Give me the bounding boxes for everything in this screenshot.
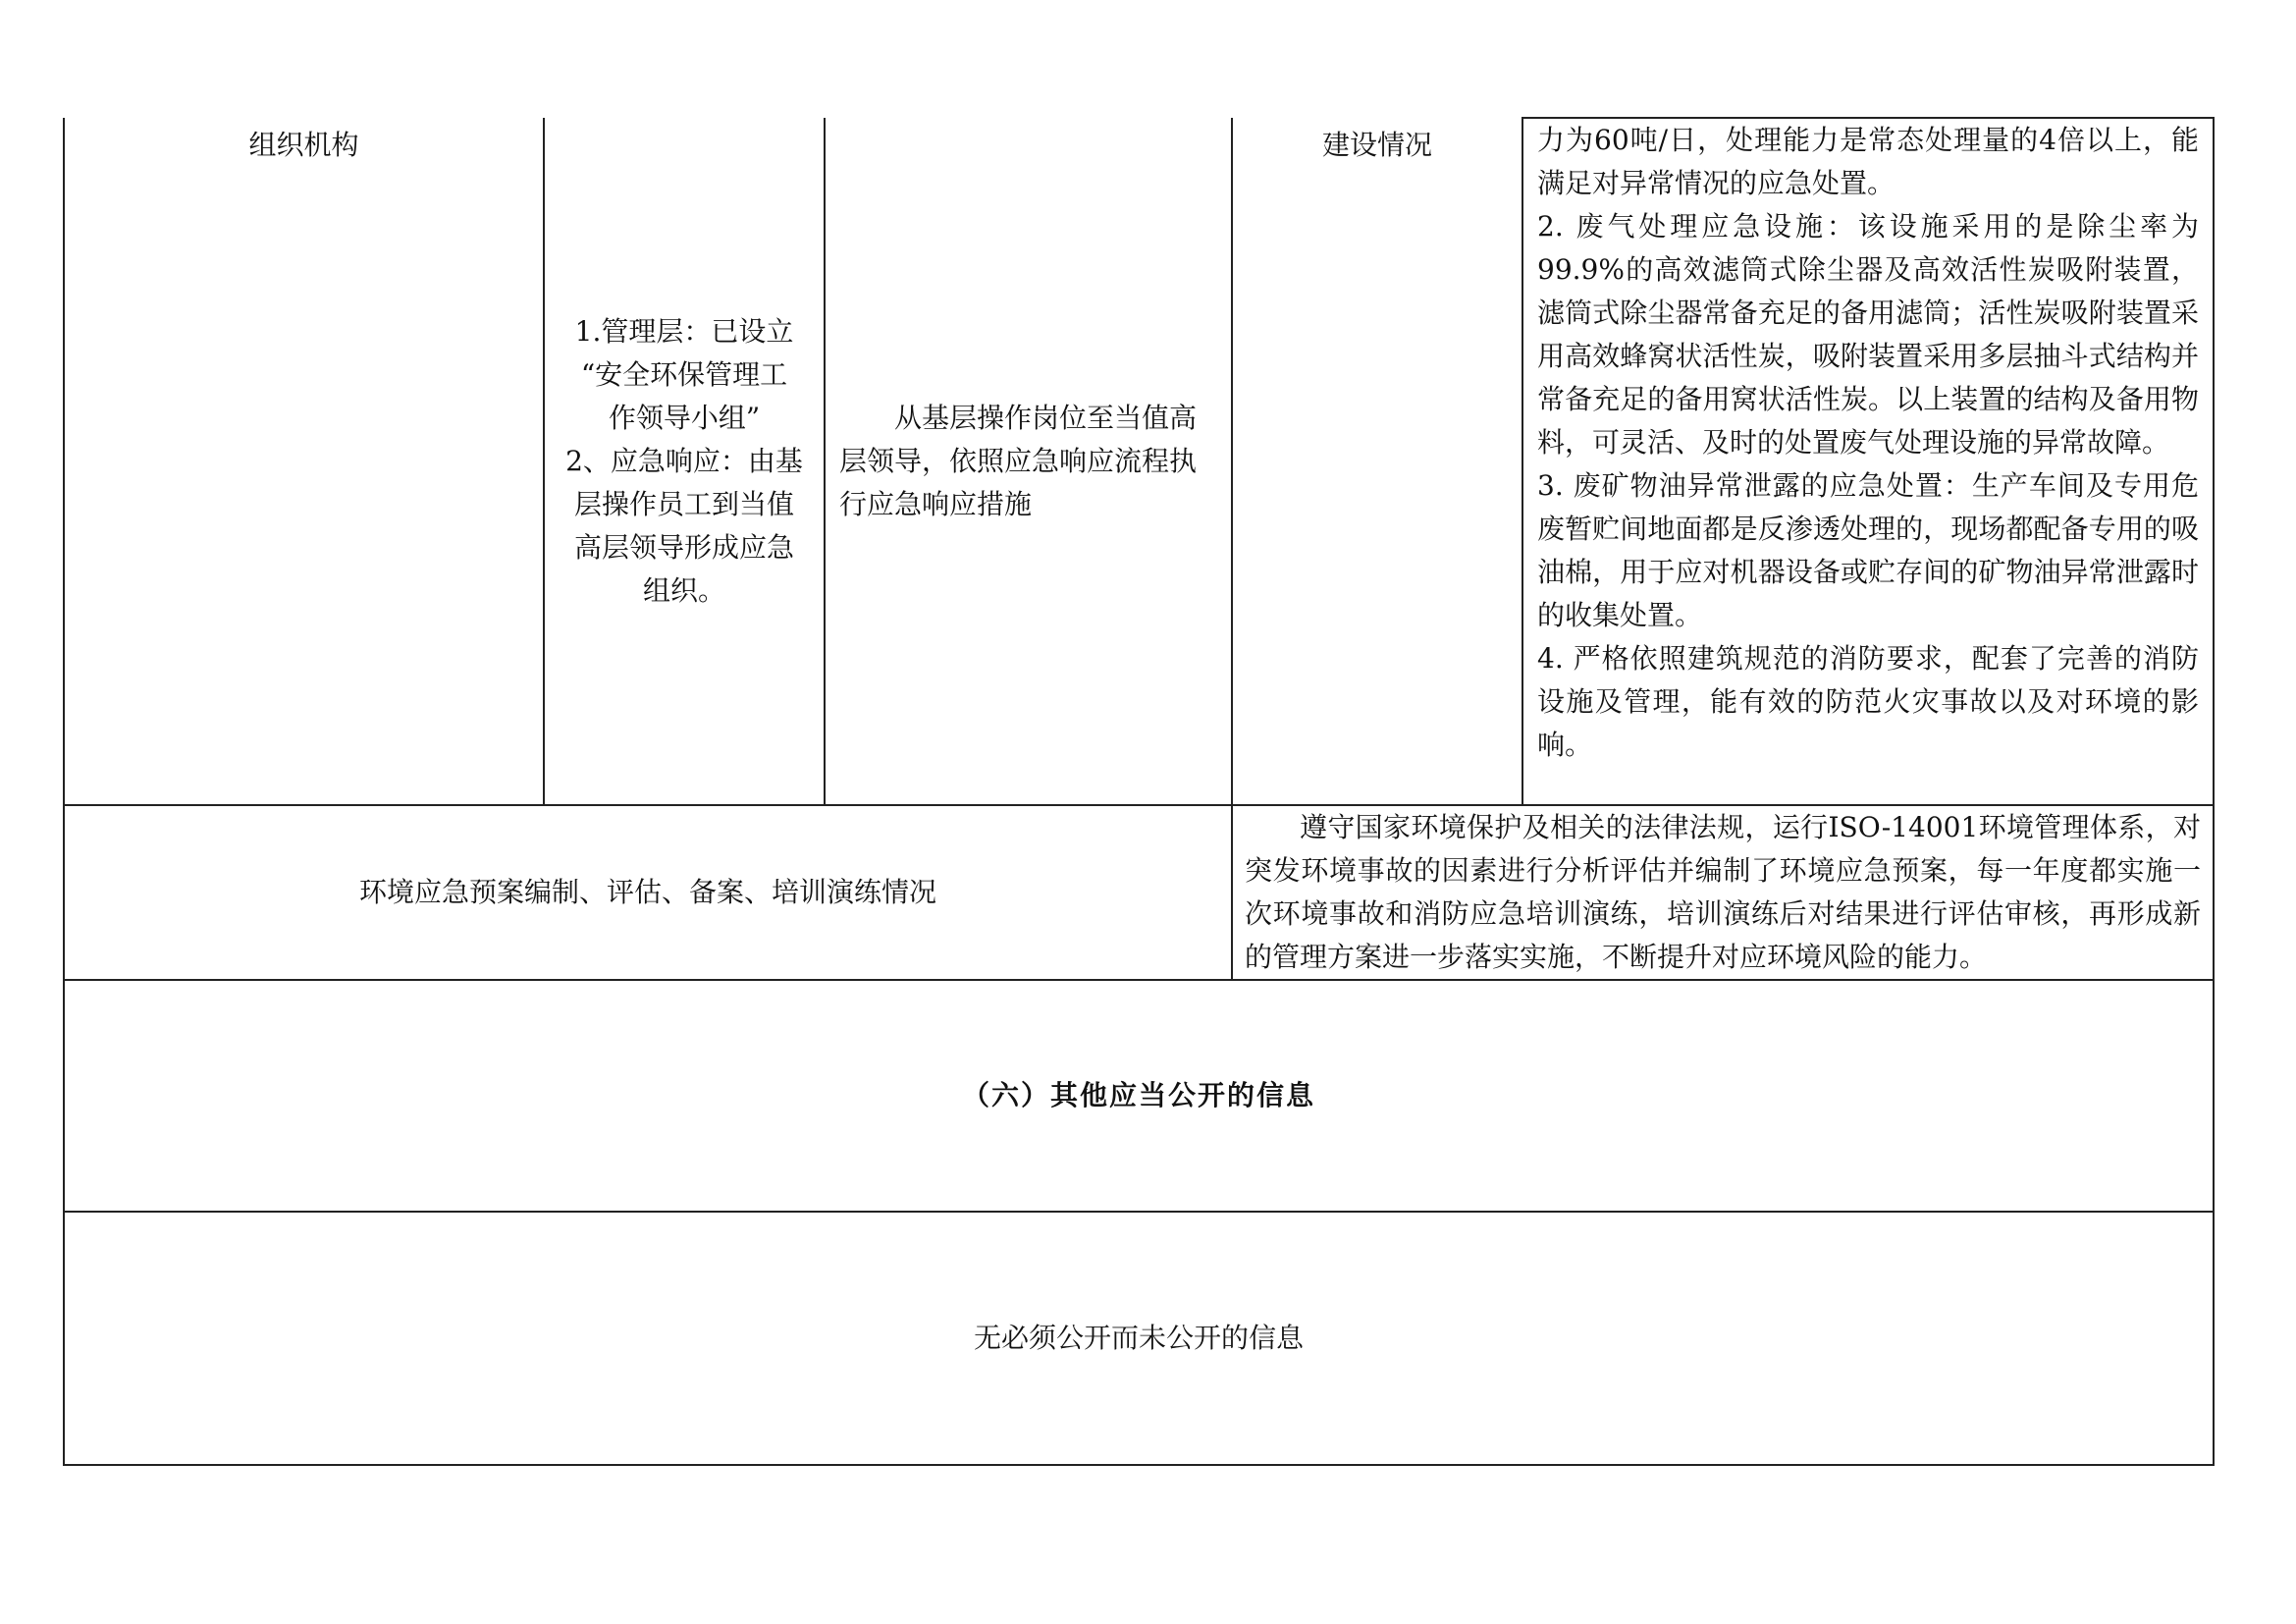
section-note-row: [64, 1212, 2214, 1465]
plan-text-cell: [1232, 805, 2214, 980]
section-heading: （六）其他应当公开的信息: [64, 980, 2214, 1212]
plan-label-cell: [64, 805, 1232, 980]
management-line: 2、应急响应：由基: [565, 444, 803, 477]
plan-text: 遵守国家环境保护及相关的法律法规，运行ISO-14001环境管理体系，对突发环境事故的因素进行分析评估并编制了环境应急预案，每一年度都实施一次环境事故和消防应急培训演练，培训演练后对结果进行评估审核，再形成新的管理方案进一步落实实施，不断提升对应环境风险的能力。: [1245, 811, 2201, 973]
org-label: 组织机构: [248, 129, 359, 161]
build-label-cell: [1232, 118, 1522, 805]
management-line: “安全环保管理工: [580, 357, 788, 391]
section-note: 无必须公开而未公开的信息: [64, 1212, 2214, 1465]
build-paragraph-4: 4. 严格依照建筑规范的消防要求，配套了完善的消防设施及管理，能有效的防范火灾事故以及对环境的影响。: [1537, 642, 2199, 761]
management-cell: [544, 118, 825, 805]
disclosure-table: [63, 117, 2215, 1466]
management-line: 1.管理层：已设立: [574, 314, 794, 348]
build-paragraph-2: 2. 废气处理应急设施：该设施采用的是除尘率为99.9%的高效滤筒式除尘器及高效活性炭吸附装置，滤筒式除尘器常备充足的备用滤筒；活性炭吸附装置采用高效蜂窝状活性炭，吸附装置采用多层抽斗式结构并常备充足的备用窝状活性炭。以上装置的结构及备用物料，可灵活、及时的处置废气处理设施的异常故障。: [1537, 210, 2199, 459]
org-label-cell: [64, 118, 544, 805]
org-row: [64, 118, 2214, 805]
management-line: 层操作员工到当值: [573, 487, 794, 520]
build-paragraph-3: 3. 废矿物油异常泄露的应急处置：生产车间及专用危废暂贮间地面都是反渗透处理的，现场都配备专用的吸油棉，用于应对机器设备或贮存间的矿物油异常泄露时的收集处置。: [1537, 469, 2199, 631]
plan-label: 环境应急预案编制、评估、备案、培训演练情况: [358, 876, 936, 908]
management-line: 组织。: [642, 573, 725, 607]
response-text: 从基层操作岗位至当值高层领导，依照应急响应流程执行应急响应措施: [839, 401, 1198, 520]
management-line: 高层领导形成应急: [573, 530, 794, 564]
response-cell: [825, 118, 1232, 805]
management-line: 作领导小组”: [608, 401, 761, 434]
build-label: 建设情况: [1321, 129, 1432, 161]
build-detail-cell: [1522, 118, 2214, 805]
plan-row: [64, 805, 2214, 980]
build-paragraph-1: 力为60吨/日，处理能力是常态处理量的4倍以上，能满足对异常情况的应急处置。: [1537, 124, 2199, 199]
section-heading-row: [64, 980, 2214, 1212]
